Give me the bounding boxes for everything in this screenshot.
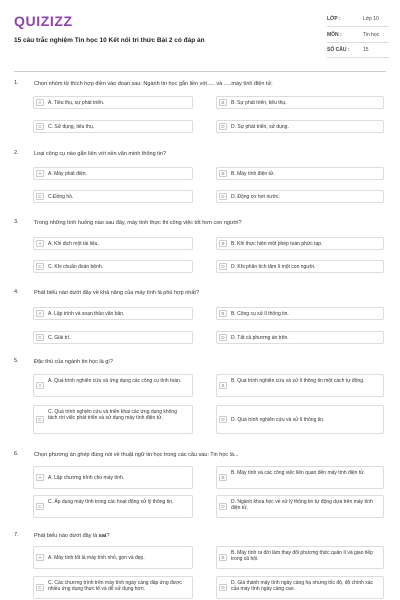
option-c[interactable]: [33, 331, 193, 344]
option-letter: D: [219, 123, 227, 130]
option-a[interactable]: [33, 466, 193, 489]
question-text: Đặc thù của ngành tin học là gì?: [34, 359, 113, 365]
meta-subject-value: Tin học: [363, 32, 380, 38]
question-number: 6.: [14, 451, 19, 457]
option-text: B. Công cụ xử lí thông tin.: [231, 311, 289, 317]
option-letter: C: [36, 334, 44, 341]
option-text: C. Giải trí.: [48, 335, 71, 341]
option-letter: C: [36, 584, 44, 591]
option-letter: B: [219, 310, 227, 317]
meta-subject-label: MÔN :: [327, 32, 342, 38]
question-text: Phát biểu nào dưới đây về khả năng của máy tính là phù hợp nhất?: [34, 290, 200, 296]
option-a[interactable]: [33, 307, 193, 320]
option-d[interactable]: [216, 190, 384, 203]
option-d[interactable]: [216, 260, 384, 273]
option-letter: C: [36, 193, 44, 200]
question-number: 4.: [14, 289, 19, 295]
option-text: A. Lập trình và soạn thảo văn bản.: [48, 311, 125, 317]
question-number: 1.: [14, 80, 19, 86]
option-b[interactable]: [216, 96, 384, 109]
meta-count-label: SỐ CÂU :: [327, 47, 350, 53]
option-text: C. Quá trình nghiên cứu và triển khai các ứng dụng không tách rời việc phát triển và sử dụng máy tính điện tử.: [48, 409, 177, 421]
option-letter: A: [36, 382, 44, 389]
page-title: 15 câu trắc nghiệm Tin học 10 Kết nối tri thức Bài 2 có đáp án: [14, 37, 205, 44]
option-letter: A: [36, 310, 44, 317]
option-d[interactable]: [216, 576, 384, 599]
option-text: A. Máy phát điện.: [48, 171, 87, 177]
question-text: Trong những tình huống nào sau đây, máy tính thực thi công việc tốt hơn con người?: [34, 220, 242, 226]
option-letter: D: [219, 263, 227, 270]
option-d[interactable]: [216, 120, 384, 133]
option-letter: A: [36, 99, 44, 106]
option-text: C. Khi chuẩn đoán bệnh.: [48, 264, 104, 270]
option-text: D. Quá trình nghiên cứu và xử lí thông tin.: [231, 417, 325, 423]
option-text: C. Áp dụng máy tính trong các hoạt động xử lý thông tin.: [48, 499, 174, 505]
question-text-prefix: Phát biểu nào dưới đây là: [34, 533, 99, 539]
option-text: B. Máy tính và các công việc liên quan đến máy tính điện tử.: [231, 470, 365, 476]
option-text: A. Máy tính tốt là máy tính nhỏ, gọn và đẹp.: [48, 555, 145, 561]
option-c[interactable]: [33, 405, 193, 434]
option-text: A. Quá trình nghiên cứu và ứng dụng các công cụ tính toán.: [48, 378, 182, 384]
option-text: B. Sự phát triển, tiêu thụ.: [231, 100, 287, 106]
option-letter: C: [36, 123, 44, 130]
option-text: D. Ngành khoa học về xử lý thông tin tự động dựa trên máy tính điện tử.: [231, 499, 373, 511]
question-text: Chọn phương án ghép đúng nói về thuật ngữ tin học trong các câu sau: Tin học là...: [34, 452, 239, 458]
option-letter: D: [219, 584, 227, 591]
meta-count-value: 15: [363, 47, 369, 53]
option-c[interactable]: [33, 190, 193, 203]
option-letter: A: [36, 554, 44, 561]
header-divider: [14, 71, 386, 72]
option-b[interactable]: [216, 307, 384, 320]
option-d[interactable]: [216, 405, 384, 434]
option-b[interactable]: [216, 237, 384, 250]
meta-grade-label: LỚP :: [327, 16, 341, 22]
meta-divider: [327, 57, 389, 58]
option-letter: B: [219, 240, 227, 247]
option-letter: B: [219, 170, 227, 177]
option-letter: C: [36, 503, 44, 510]
option-letter: D: [219, 416, 227, 423]
option-letter: C: [36, 263, 44, 270]
option-letter: B: [219, 474, 227, 481]
question-text: Loại công cụ nào gắn liền với nền văn minh thông tin?: [34, 151, 167, 157]
option-b[interactable]: [216, 374, 384, 397]
option-a[interactable]: [33, 237, 193, 250]
option-letter: B: [219, 554, 227, 561]
option-text: D. Khi phân tích tâm lí một con người.: [231, 264, 316, 270]
question-text: [34, 532, 384, 540]
question-text-suffix: ?: [106, 533, 110, 539]
option-c[interactable]: [33, 260, 193, 273]
option-text: D. Sự phát triển, sử dụng.: [231, 124, 289, 130]
question-number: 3.: [14, 219, 19, 225]
meta-divider: [327, 26, 389, 27]
question-text-emphasis: sai: [98, 533, 107, 539]
option-text: A. Tiêu thụ, sự phát triển.: [48, 100, 105, 106]
option-letter: C: [36, 416, 44, 423]
option-text: B. Máy tính điện tử.: [231, 171, 275, 177]
option-text: C. Sử dụng, tiêu thụ.: [48, 124, 95, 130]
question-number: 2.: [14, 150, 19, 156]
option-d[interactable]: [216, 495, 384, 518]
option-text: B. Khi thực hiện một phép toán phức tạp.: [231, 241, 323, 247]
question-number: 7.: [14, 532, 19, 538]
option-text: C.Đồng hồ.: [48, 194, 74, 200]
option-letter: A: [36, 474, 44, 481]
option-text: D. Tất cả phương án trên.: [231, 335, 289, 341]
option-a[interactable]: [33, 374, 193, 397]
option-letter: D: [219, 503, 227, 510]
option-text: B. Máy tính ra đời làm thay đổi phương thức quản lí và giao tiếp trong xã hội.: [231, 550, 373, 562]
option-text: D. Giá thành máy tính ngày càng hạ nhưng tốc độ, độ chính xác của máy tính ngày càng cao.: [231, 580, 374, 592]
option-c[interactable]: [33, 495, 193, 518]
option-c[interactable]: [33, 120, 193, 133]
option-a[interactable]: [33, 96, 193, 109]
option-text: D. Động cơ hơi nước.: [231, 194, 280, 200]
option-b[interactable]: [216, 546, 384, 569]
option-letter: D: [219, 334, 227, 341]
option-c[interactable]: [33, 576, 193, 599]
option-letter: A: [36, 240, 44, 247]
option-b[interactable]: [216, 466, 384, 489]
option-text: C. Các chương trình trên máy tính ngày càng đáp ứng được nhiều ứng dụng thực tế và dễ sử dụng hơn.: [48, 580, 182, 592]
option-letter: B: [219, 99, 227, 106]
option-letter: A: [36, 170, 44, 177]
option-d[interactable]: [216, 331, 384, 344]
option-a[interactable]: [33, 167, 193, 180]
option-text: A. Lập chương trình cho máy tính.: [48, 475, 125, 481]
question-number: 5.: [14, 358, 19, 364]
option-letter: D: [219, 193, 227, 200]
option-text: A. Khi dịch một tài liệu.: [48, 241, 99, 247]
quizizz-logo: QUIZIZZ: [14, 13, 73, 29]
option-letter: B: [219, 382, 227, 389]
meta-divider: [327, 42, 389, 43]
meta-grade-value: Lớp 10: [363, 16, 379, 22]
option-text: B. Quá trình nghiên cứu và xử lí thông tin một cách tự động.: [231, 378, 365, 384]
worksheet-header: [0, 0, 400, 70]
option-b[interactable]: [216, 167, 384, 180]
question-text: Chọn nhóm từ thích hợp điền vào đoạn sau: Ngành tin học gắn liền với..... và .....máy tính điện tử:: [34, 81, 273, 87]
option-a[interactable]: [33, 546, 193, 569]
